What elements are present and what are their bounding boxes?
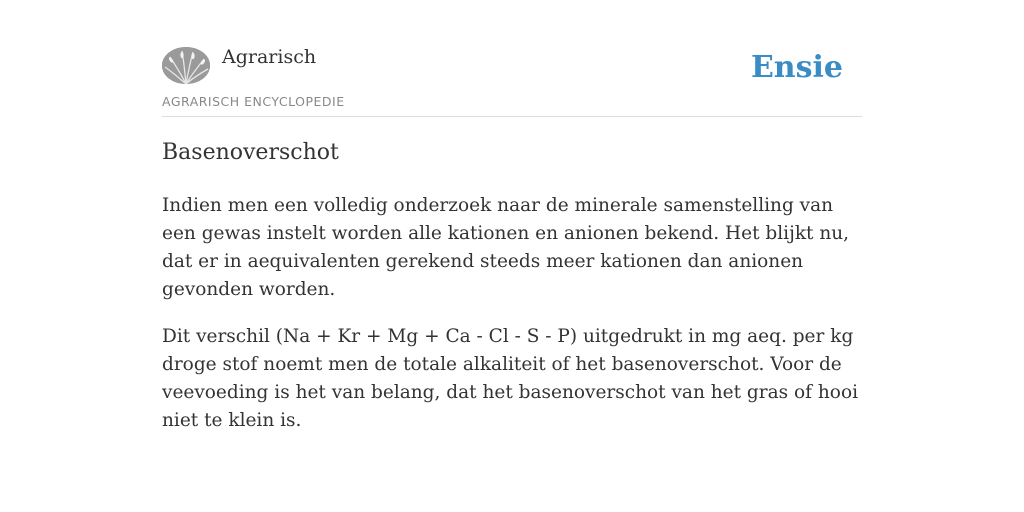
wheat-icon[interactable] bbox=[162, 47, 210, 84]
header bbox=[162, 44, 862, 117]
source-subtitle: AGRARISCH ENCYCLOPEDIE bbox=[162, 94, 345, 109]
source-name[interactable]: Agrarisch bbox=[222, 46, 317, 68]
paragraph: Dit verschil (Na + Kr + Mg + Ca - Cl - S - P) uitgedrukt in mg aeq. per kg droge stof noemt men de totale alkaliteit of het basenoverschot. Voor de veevoeding is het van belang, dat het basenoverschot van het gras of hooi niet te klein is. bbox=[162, 326, 858, 431]
paragraph: Indien men een volledig onderzoek naar de minerale samenstelling van een gewas instelt worden alle kationen en anionen bekend. Het blijkt nu, dat er in aequivalenten gerekend steeds meer kationen dan anionen gevonden worden. bbox=[162, 195, 850, 300]
brand-logo[interactable]: Ensie bbox=[750, 50, 843, 85]
page-title: Basenoverschot bbox=[162, 140, 339, 165]
article-body bbox=[162, 192, 872, 454]
